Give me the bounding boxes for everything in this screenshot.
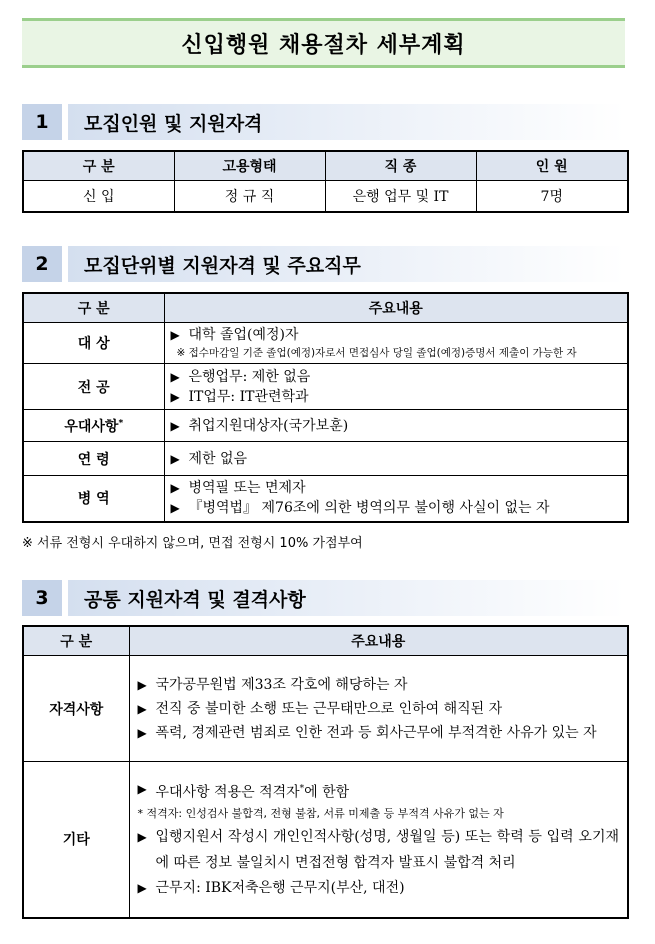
bullet-text: 입행지원서 작성시 개인인적사항(성명, 생월일 등) 또는 학력 등 입력 오기재에 따른 정보 불일치시 면접전형 합격자 발표시 불합격 처리 xyxy=(155,829,619,872)
bullet-text: 병역필 또는 면제자 xyxy=(188,480,306,497)
section-number: 1 xyxy=(22,104,62,140)
table-row xyxy=(23,476,628,522)
table-row xyxy=(23,762,628,918)
section-number: 2 xyxy=(22,246,62,282)
col-header-category: 구 분 xyxy=(23,293,164,323)
row-label: 전 공 xyxy=(23,364,164,410)
triangle-bullet-icon: ▶ xyxy=(170,369,180,384)
row-label: 대 상 xyxy=(23,323,164,364)
row-content xyxy=(164,442,628,476)
row-content xyxy=(129,656,628,762)
cell-headcount: 7명 xyxy=(476,181,628,212)
triangle-bullet-icon: ▶ xyxy=(170,481,180,496)
bullet-text: 제한 없음 xyxy=(188,450,248,467)
section-title: 모집단위별 지원자격 및 주요직무 xyxy=(68,246,625,282)
triangle-bullet-icon: ▶ xyxy=(137,701,147,716)
triangle-bullet-icon: ▶ xyxy=(170,501,180,516)
table-row xyxy=(23,442,628,476)
row-label: 자격사항 xyxy=(23,656,129,762)
recruitment-table xyxy=(22,150,629,213)
bullet-text: 대학 졸업(예정)자 xyxy=(188,327,299,343)
row-label: 연 령 xyxy=(23,442,164,476)
bullet-text: IT업무: IT관련학과 xyxy=(188,388,309,405)
section-header-2 xyxy=(22,246,625,282)
triangle-bullet-icon: ▶ xyxy=(137,830,147,845)
table-row xyxy=(23,410,628,442)
disqualification-table xyxy=(22,625,629,919)
col-header-job-type: 직 종 xyxy=(325,151,476,181)
col-header-category: 구 분 xyxy=(23,151,174,181)
page-title: 신입행원 채용절차 세부계획 xyxy=(181,32,466,58)
row-label: 병 역 xyxy=(23,476,164,522)
footnote: ※ 서류 전형시 우대하지 않으며, 면접 전형시 10% 가점부여 xyxy=(22,536,363,551)
col-header-employment-type: 고용형태 xyxy=(174,151,325,181)
col-header-content: 주요내용 xyxy=(164,293,628,323)
row-content xyxy=(129,762,628,918)
table-row xyxy=(23,323,628,364)
page-title-banner xyxy=(22,18,625,68)
bullet-text: 우대사항 적용은 적격자*에 한함 xyxy=(155,784,350,802)
triangle-bullet-icon: ▶ xyxy=(170,328,180,342)
section-title: 공통 지원자격 및 결격사항 xyxy=(68,580,625,616)
col-header-content: 주요내용 xyxy=(129,626,628,656)
bullet-text: 은행업무: 제한 없음 xyxy=(188,368,311,385)
table-row xyxy=(23,656,628,762)
cell-employment-type: 정 규 직 xyxy=(174,181,325,212)
triangle-bullet-icon: ▶ xyxy=(137,725,147,740)
row-note: * 적격자: 인성검사 불합격, 전형 불참, 서류 미제출 등 부적격 사유가 없는 자 xyxy=(137,807,504,821)
row-content xyxy=(164,364,628,410)
row-content xyxy=(164,476,628,522)
bullet-text: 근무지: IBK저축은행 근무지(부산, 대전) xyxy=(155,880,405,897)
triangle-bullet-icon: ▶ xyxy=(137,881,147,896)
col-header-headcount: 인 원 xyxy=(476,151,628,181)
section-header-3 xyxy=(22,580,625,616)
section-header-1 xyxy=(22,104,625,140)
bullet-text: 국가공무원법 제33조 각호에 해당하는 자 xyxy=(155,676,408,693)
cell-job-type: 은행 업무 및 IT xyxy=(325,181,476,212)
triangle-bullet-icon: ▶ xyxy=(170,451,180,466)
row-label: 기타 xyxy=(23,762,129,918)
qualification-table xyxy=(22,292,629,523)
triangle-bullet-icon: ▶ xyxy=(137,677,147,692)
triangle-bullet-icon: ▶ xyxy=(170,418,180,433)
col-header-category: 구 분 xyxy=(23,626,129,656)
bullet-text: 폭력, 경제관련 범죄로 인한 전과 등 회사근무에 부적격한 사유가 있는 자 xyxy=(155,724,597,741)
cell-category: 신 입 xyxy=(23,181,174,212)
triangle-bullet-icon: ▶ xyxy=(170,389,180,404)
triangle-bullet-icon: ▶ xyxy=(137,782,147,797)
table-row xyxy=(23,364,628,410)
section-title: 모집인원 및 지원자격 xyxy=(68,104,625,140)
row-note: ※ 접수마감일 기준 졸업(예정)자로서 면접심사 당일 졸업(예정)증명서 제출이 가능한 자 xyxy=(176,347,577,359)
bullet-text: 『병역법』 제76조에 의한 병역의무 불이행 사실이 없는 자 xyxy=(188,500,550,517)
row-content xyxy=(164,323,628,364)
bullet-text: 취업지원대상자(국가보훈) xyxy=(188,417,349,434)
row-label: 우대사항* xyxy=(23,410,164,442)
section-number: 3 xyxy=(22,580,62,616)
bullet-text: 전직 중 불미한 소행 또는 근무태만으로 인하여 해직된 자 xyxy=(155,700,503,717)
row-content xyxy=(164,410,628,442)
